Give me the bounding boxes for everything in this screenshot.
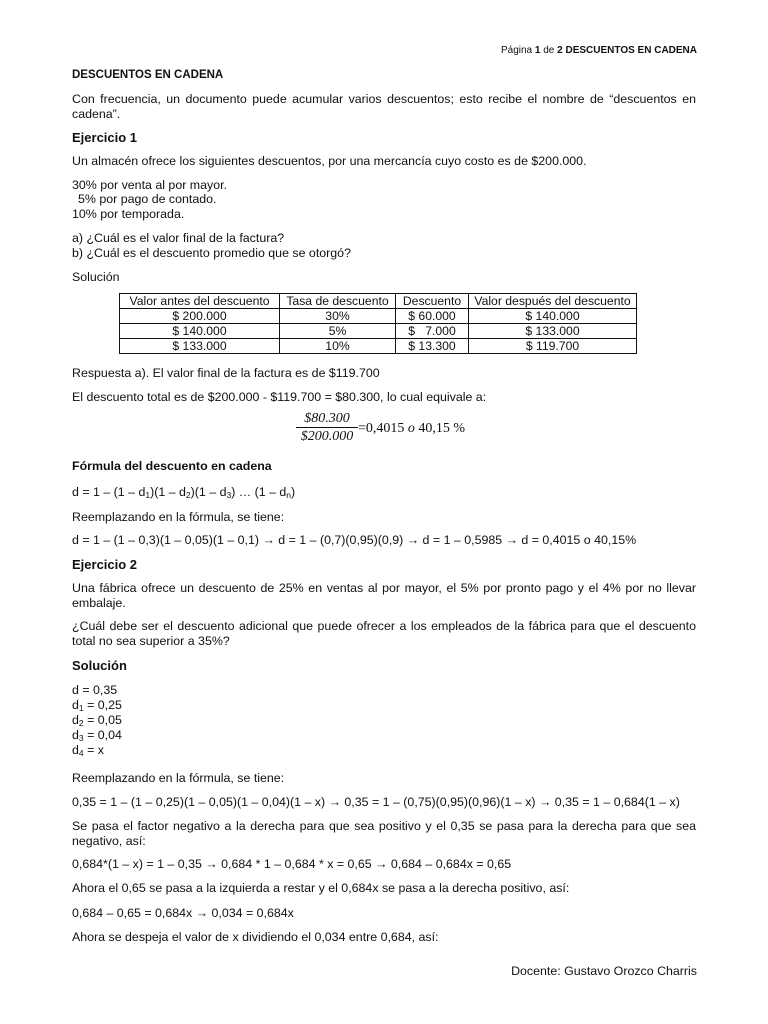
formula-title: Fórmula del descuento en cadena xyxy=(72,459,272,473)
equation-3: 0,684 – 0,65 = 0,684x → 0,034 = 0,684x xyxy=(72,906,294,920)
variable-value: = 0,25 xyxy=(83,698,122,712)
formula-part: d = 1 – (1 – d xyxy=(72,485,146,499)
formula-part: )(1 – d xyxy=(190,485,227,499)
table-cell: $ 140.000 xyxy=(120,324,280,339)
equation-1: 0,35 = 1 – (1 – 0,25)(1 – 0,05)(1 – 0,04)(1 – x) → 0,35 = 1 – (0,75)(0,95)(0,96)(1 – x) → 0,35 = 1 – 0,684(1 – x) xyxy=(72,795,680,809)
variable-name: d xyxy=(72,743,79,757)
document-heading: DESCUENTOS EN CADENA xyxy=(72,69,224,81)
question-item: b) ¿Cuál es el descuento promedio que se otorgó? xyxy=(72,246,351,260)
table-cell: $ 60.000 xyxy=(396,309,469,324)
discount-table xyxy=(119,293,637,354)
variable-name: d xyxy=(72,683,79,697)
header-title: DESCUENTOS EN CADENA xyxy=(565,45,697,56)
ejercicio-2-title: Ejercicio 2 xyxy=(72,557,138,572)
question-item: a) ¿Cuál es el valor final de la factura? xyxy=(72,231,285,245)
variable-name: d xyxy=(72,728,79,742)
step-1-text: Se pasa el factor negativo a la derecha para que sea positivo y el 0,35 se pasa para la derecha para que sea negativo, así: xyxy=(72,819,696,848)
column-header: Valor después del descuento xyxy=(469,294,637,309)
table-header-row xyxy=(120,294,637,309)
formula-part: ) xyxy=(291,485,296,499)
discount-item: 10% por temporada. xyxy=(72,207,185,221)
variable-line xyxy=(72,683,696,698)
page-footer: Docente: Gustavo Orozco Charris xyxy=(511,964,697,978)
table-row xyxy=(120,324,637,339)
column-header: Tasa de descuento xyxy=(280,294,396,309)
variable-line xyxy=(72,713,696,728)
of-word: de xyxy=(543,45,555,56)
answer-a: Respuesta a). El valor final de la factura es de $119.700 xyxy=(72,366,380,380)
table-cell: $ 200.000 xyxy=(120,309,280,324)
fraction-percent: 40,15 % xyxy=(418,421,466,436)
table-cell: 5% xyxy=(280,324,396,339)
page-total: 2 xyxy=(557,45,563,56)
variable-line xyxy=(72,698,696,713)
replacing-text: Reemplazando en la fórmula, se tiene: xyxy=(72,510,285,524)
solution-label: Solución xyxy=(72,270,120,284)
variable-subscript: 1 xyxy=(78,703,84,713)
variable-subscript: 3 xyxy=(78,733,84,743)
formula-calculation: d = 1 – (1 – 0,3)(1 – 0,05)(1 – 0,1) → d = 1 – (0,7)(0,95)(0,9) → d = 1 – 0,5985 → d = 0,4015 o 40,15% xyxy=(72,533,637,547)
discount-item: 5% por pago de contado. xyxy=(78,192,217,206)
discount-fraction xyxy=(296,410,466,445)
formula-subscript: 3 xyxy=(226,490,232,500)
fraction-numerator: $80.300 xyxy=(304,411,350,426)
variable-subscript: 2 xyxy=(78,718,84,728)
fraction-result xyxy=(358,421,465,437)
variable-subscript: 4 xyxy=(78,748,84,758)
variable-value: = 0,05 xyxy=(83,713,122,727)
table-cell: $ 13.300 xyxy=(396,339,469,354)
table-cell: 30% xyxy=(280,309,396,324)
discount-item: 30% por venta al por mayor. xyxy=(72,178,227,192)
page-header xyxy=(501,45,697,56)
table-row xyxy=(120,339,637,354)
formula-subscript: 1 xyxy=(145,490,151,500)
step-3-text: Ahora se despeja el valor de x dividiendo el 0,034 entre 0,684, así: xyxy=(72,930,439,944)
variable-line xyxy=(72,743,696,758)
solution-2-label: Solución xyxy=(72,658,127,673)
fraction-denominator: $200.000 xyxy=(300,429,354,444)
ejercicio-2-question: ¿Cuál debe ser el descuento adicional que puede ofrecer a los empleados de la fábrica para que el descuento total no sea superior a 35%? xyxy=(72,619,696,648)
ejercicio-1-title: Ejercicio 1 xyxy=(72,130,138,145)
step-2-text: Ahora el 0,65 se pasa a la izquierda a restar y el 0,684x se pasa a la derecha positivo, así: xyxy=(72,881,570,895)
fraction-or: o xyxy=(407,421,415,436)
formula-part: )(1 – d xyxy=(150,485,186,499)
intro-paragraph: Con frecuencia, un documento puede acumular varios descuentos; esto recibe el nombre de “descuentos en cadena”. xyxy=(72,92,696,121)
table-cell: $ 140.000 xyxy=(469,309,637,324)
page-word: Página xyxy=(500,45,533,56)
formula-subscript: 2 xyxy=(185,490,191,500)
variable-name: d xyxy=(72,713,79,727)
table-cell: 10% xyxy=(280,339,396,354)
column-header: Descuento xyxy=(396,294,469,309)
chain-discount-formula xyxy=(72,485,696,500)
variable-value: = x xyxy=(83,743,104,757)
equation-2: 0,684*(1 – x) = 1 – 0,35 → 0,684 * 1 – 0,684 * x = 0,65 → 0,684 – 0,684x = 0,65 xyxy=(72,857,512,871)
page-number: 1 xyxy=(534,45,541,56)
table-cell: $ 133.000 xyxy=(120,339,280,354)
variable-value: = 0,04 xyxy=(83,728,122,742)
table-cell: $ 133.000 xyxy=(469,324,637,339)
total-discount-text: El descuento total es de $200.000 - $119.700 = $80.300, lo cual equivale a: xyxy=(72,390,487,404)
ejercicio-2-statement: Una fábrica ofrece un descuento de 25% en ventas al por mayor, el 5% por pronto pago y el 4% por no llevar embalaje. xyxy=(72,581,696,610)
replacing-text-2: Reemplazando en la fórmula, se tiene: xyxy=(72,771,285,785)
ejercicio-1-statement: Un almacén ofrece los siguientes descuentos, por una mercancía cuyo costo es de $200.000. xyxy=(72,154,587,168)
formula-part: ) … (1 – d xyxy=(231,485,287,499)
table-row xyxy=(120,309,637,324)
variable-name: d xyxy=(72,698,79,712)
variable-line xyxy=(72,728,696,743)
fraction-equals: =0,4015 xyxy=(358,421,405,436)
column-header: Valor antes del descuento xyxy=(120,294,280,309)
table-cell: $ 7.000 xyxy=(396,324,469,339)
variable-value: = 0,35 xyxy=(78,683,118,697)
formula-subscript: n xyxy=(286,490,292,500)
table-cell: $ 119.700 xyxy=(469,339,637,354)
